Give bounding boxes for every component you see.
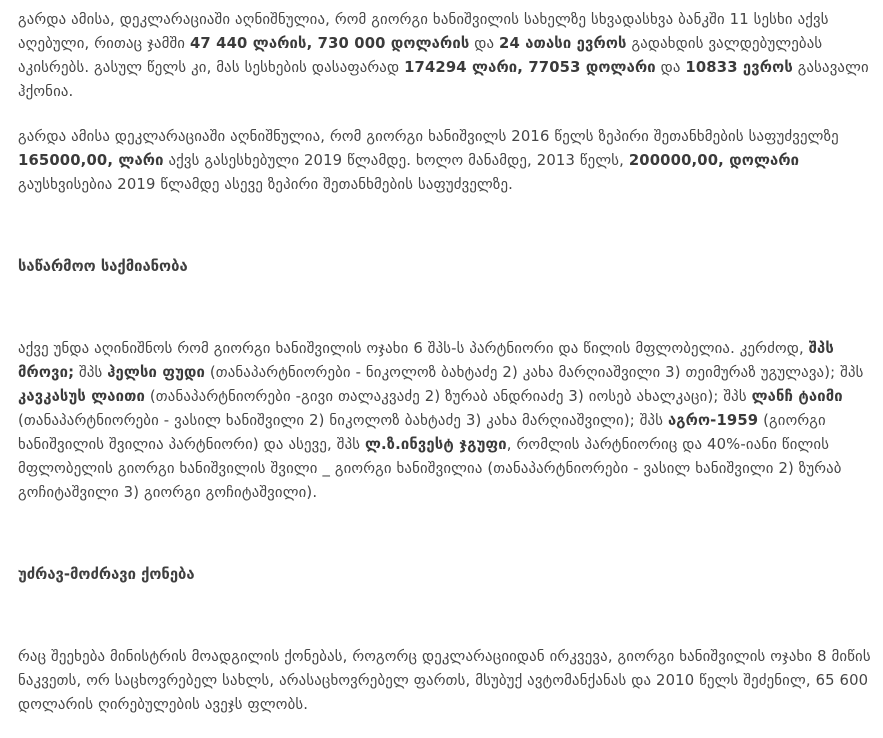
spacer — [18, 505, 883, 563]
text: (თანაპარტნიორები -გივი თალაკვაძე 2) ზურაბ ანდრიაძე 3) იოსებ ახალკაცი); შპს — [145, 388, 752, 405]
text: რაც შეეხება მინისტრის მოადგილის ქონებას, როგორც დეკლარაციიდან ირკვევა, გიორგი ხანიშვილის ოჯახი 8 მიწის ნაკვეთს, ორ საცხოვრებელ სახლს, არასაცხოვრებელ ფართს, მსუბუქ ავტომანქანას და 2010 წელს შეძენილ, 65 600 დოლარის ღირებულების ავეჯს ფლობს. — [18, 648, 871, 713]
bold-amount: 10833 ევროს — [685, 59, 793, 76]
bold-amount: 174294 ლარი, 77053 დოლარი — [404, 59, 656, 76]
bold-amount: 200000,00, დოლარი — [628, 152, 800, 169]
text: გასავალი ჰქონია. — [18, 59, 869, 100]
text: (თანაპარტნიორები - ვასილ ხანიშვილი 2) ნიკოლოზ ბახტაძე 3) კახა მარღიაშვილი); შპს — [18, 412, 668, 429]
text: აქვს გასესხებული 2019 წლამდე. ხოლო მანამდე, 2013 წელს, — [163, 152, 629, 169]
text: აქვე უნდა აღინიშნოს რომ გიორგი ხანიშვილის ოჯახი 6 შპს-ს პარტნიორი და წილის მფლობელია. კერძოდ, — [18, 340, 809, 357]
text: , რომლის პარტნიორიც და 40%-იანი წილის მფლობელის გიორგი ხანიშვილის შვილი _ გიორგი ხანიშვილია (თანაპარტნიორები - ვასილ ხანიშვილი 2) ზურაბ გოჩიტაშვილი 3) გიორგი გოჩიტაშვილი). — [18, 436, 842, 501]
spacer — [18, 587, 883, 645]
bold-company: შპს მროვი; — [18, 340, 834, 381]
text: გარდა ამისა დეკლარაციაში აღნიშნულია, რომ გიორგი ხანიშვილს 2016 წელს ზეპირი შეთანხმების საფუძველზე — [18, 128, 839, 145]
bold-company: ლანჩ ტაიმი — [751, 388, 843, 405]
section-heading-business: საწარმოო საქმიანობა — [18, 258, 188, 275]
spacer — [18, 279, 883, 337]
paragraph-companies — [18, 337, 883, 505]
text: და — [469, 35, 500, 52]
text: (გიორგი ხანიშვილის შვილია პარტნიორი) და ასევე, შპს — [18, 412, 826, 453]
bold-company: კავკასუს ლაითი — [18, 388, 146, 405]
paragraph-property — [18, 645, 883, 717]
text: გარდა ამისა, დეკლარაციაში აღნიშნულია, რომ გიორგი ხანიშვილის სახელზე სხვადასხვა ბანკში 11 სესხი აქვს აღებული, რითაც ჯამში — [18, 11, 829, 52]
bold-amount: 47 440 ლარის, 730 000 დოლარის — [189, 35, 470, 52]
paragraph-loans — [18, 8, 883, 104]
paragraph-lending — [18, 125, 883, 197]
bold-company: აგრო-1959 — [667, 412, 759, 429]
bold-company: ლ.ზ.ინვესტ ჯგუფი — [364, 436, 507, 453]
spacer — [18, 104, 883, 125]
bold-amount: 165000,00, ლარი — [18, 152, 164, 169]
text: (თანაპარტნიორები - ნიკოლოზ ბახტაძე 2) კახა მარღიაშვილი 3) თეიმურაზ უგულავა); შპს — [204, 364, 864, 381]
text: გაუსხვისებია 2019 წლამდე ასევე ზეპირი შეთანხმების საფუძველზე. — [18, 176, 513, 193]
text: შპს — [74, 364, 108, 381]
section-heading-property: უძრავ-მოძრავი ქონება — [18, 566, 195, 583]
bold-company: ჰელსი ფუდი — [107, 364, 205, 381]
spacer — [18, 197, 883, 255]
bold-amount: 24 ათასი ევროს — [499, 35, 627, 52]
text: და — [655, 59, 686, 76]
text: გადახდის ვალდებულებას აკისრებს. გასულ წელს კი, მას სესხების დასაფარად — [18, 35, 823, 76]
